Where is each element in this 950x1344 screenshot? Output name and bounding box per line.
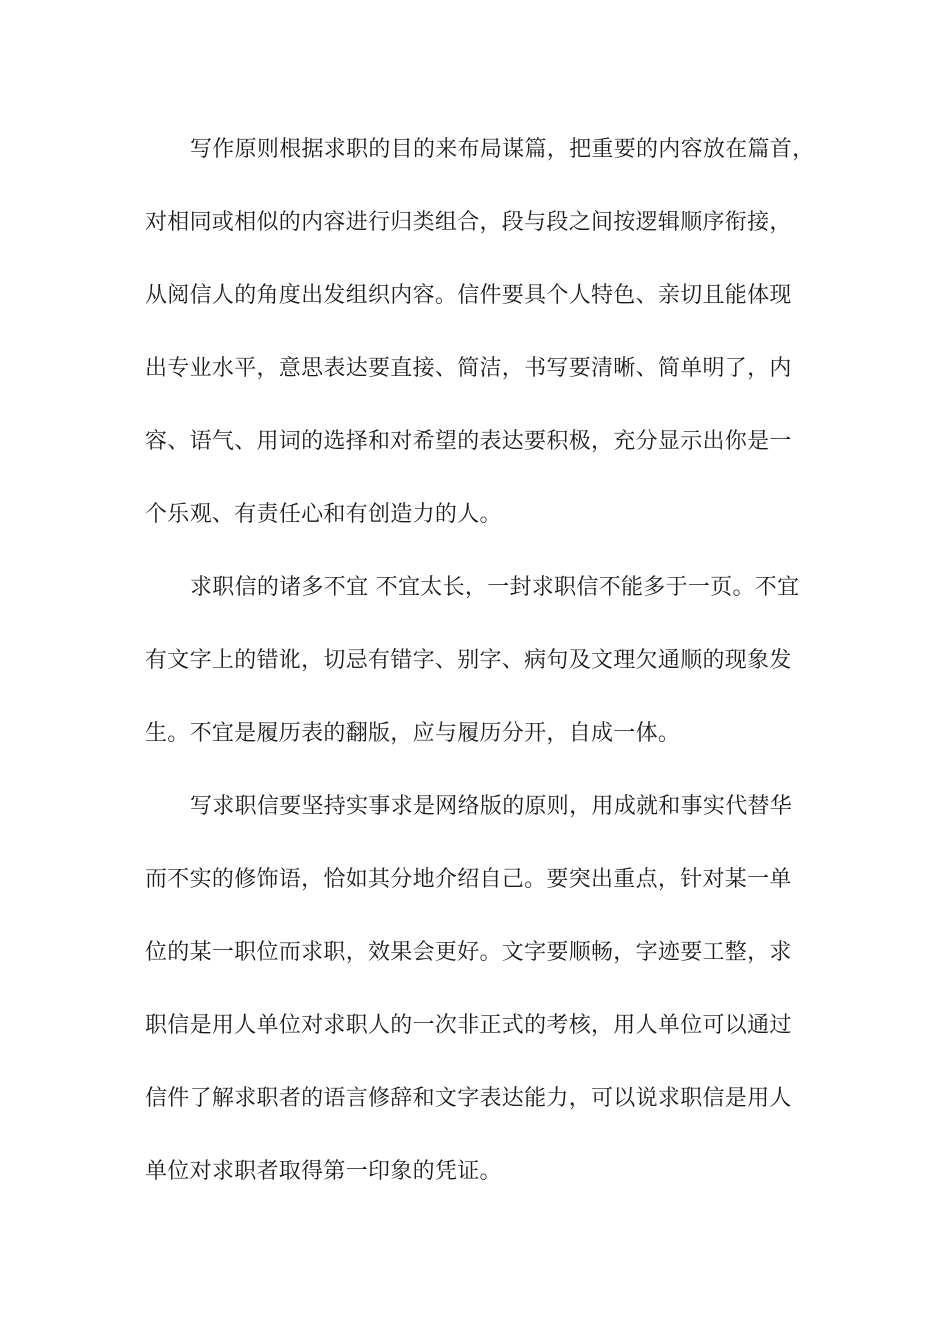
paragraph-writing-principles (145, 133, 815, 571)
paragraph-line: 而不实的修饰语，恰如其分地介绍自己。要突出重点，针对某一单 (145, 867, 792, 892)
paragraph-line: 求职信的诸多不宜 不宜太长，一封求职信不能多于一页。不宜 (190, 575, 800, 600)
paragraph-truthfulness (145, 790, 810, 1228)
document-body (145, 133, 815, 1228)
paragraph-line: 写作原则根据求职的目的来布局谋篇，把重要的内容放在篇首， (190, 137, 815, 162)
paragraph-line: 信件了解求职者的语言修辞和文字表达能力，可以说求职信是用人 (145, 1086, 792, 1111)
paragraph-line: 写求职信要坚持实事求是网络版的原则，用成就和事实代替华 (190, 794, 793, 819)
paragraph-line: 出专业水平，意思表达要直接、简洁，书写要清晰、简单明了，内 (145, 356, 792, 381)
paragraph-line: 位的某一职位而求职，效果会更好。文字要顺畅，字迹要工整，求 (145, 940, 792, 965)
paragraph-line: 从阅信人的角度出发组织内容。信件要具个人特色、亲切且能体现 (145, 283, 792, 308)
paragraph-line: 有文字上的错讹，切忌有错字、别字、病句及文理欠通顺的现象发 (145, 648, 792, 673)
paragraph-cover-letter-donts (145, 571, 810, 790)
paragraph-line: 单位对求职者取得第一印象的凭证。 (145, 1159, 502, 1184)
paragraph-line: 个乐观、有责任心和有创造力的人。 (145, 502, 502, 527)
paragraph-line: 生。不宜是履历表的翻版，应与履历分开，自成一体。 (145, 721, 681, 746)
paragraph-line: 职信是用人单位对求职人的一次非正式的考核，用人单位可以通过 (145, 1013, 792, 1038)
paragraph-line: 容、语气、用词的选择和对希望的表达要积极，充分显示出你是一 (145, 429, 792, 454)
paragraph-line: 对相同或相似的内容进行归类组合，段与段之间按逻辑顺序衔接， (145, 210, 792, 235)
